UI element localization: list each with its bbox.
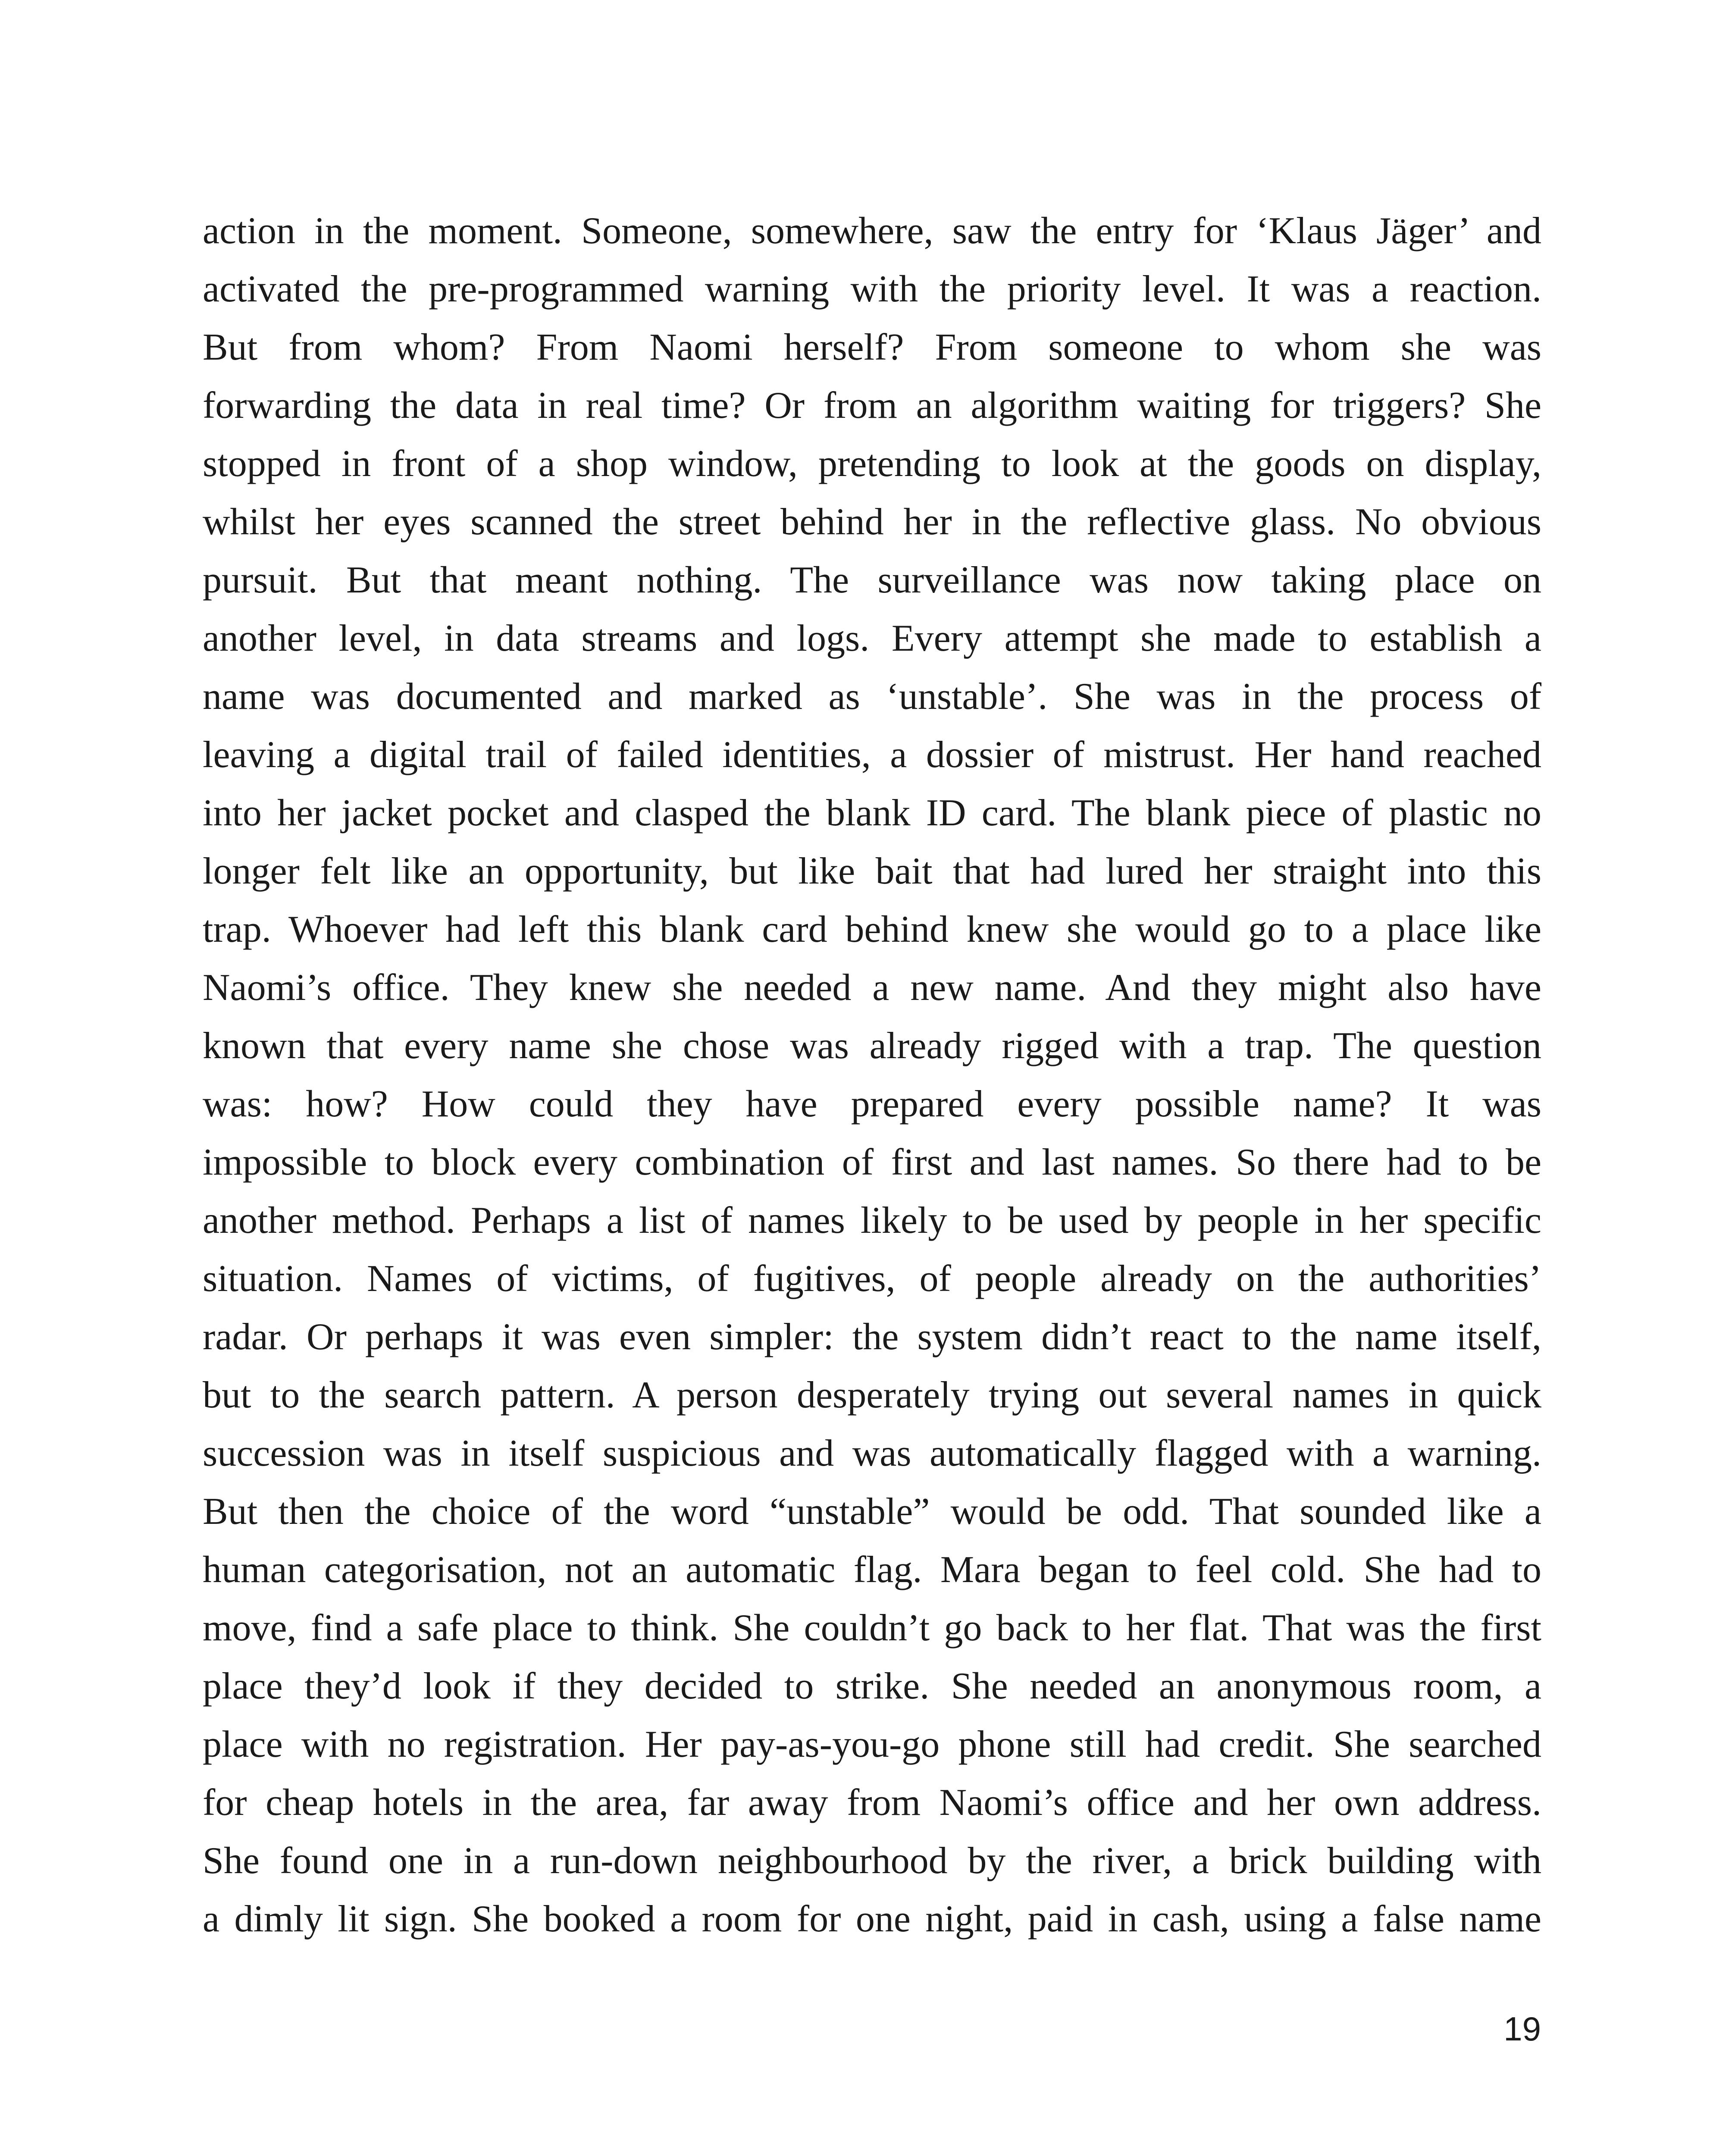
text-line-8: another level, in data streams and logs. Every attempt she made to establish a [203,617,1541,659]
text-line-6: whilst her eyes scanned the street behind her in the reflective glass. No obvious [203,501,1541,543]
text-line-5: stopped in front of a shop window, pretending to look at the goods on display, [203,443,1541,485]
text-line-29: She found one in a run-down neighbourhood by the river, a brick building with [203,1840,1541,1882]
text-line-26: place they’d look if they decided to strike. She needed an anonymous room, a [203,1665,1541,1707]
page-number: 19 [1503,2010,1541,2048]
text-line-21: but to the search pattern. A person desperately trying out several names in quick [203,1374,1541,1416]
text-line-25: move, find a safe place to think. She couldn’t go back to her flat. That was the first [203,1607,1541,1649]
text-line-10: leaving a digital trail of failed identities, a dossier of mistrust. Her hand reached [203,734,1541,776]
text-line-11: into her jacket pocket and clasped the blank ID card. The blank piece of plastic no [203,792,1541,834]
text-line-13: trap. Whoever had left this blank card behind knew she would go to a place like [203,909,1541,950]
text-line-2: activated the pre-programmed warning with the priority level. It was a reaction. [203,268,1541,310]
text-line-19: situation. Names of victims, of fugitives, of people already on the authorities’ [203,1258,1541,1300]
text-line-17: impossible to block every combination of first and last names. So there had to be [203,1141,1541,1183]
text-line-14: Naomi’s office. They knew she needed a new name. And they might also have [203,967,1541,1009]
text-line-24: human categorisation, not an automatic flag. Mara began to feel cold. She had to [203,1549,1541,1591]
text-line-30: a dimly lit sign. She booked a room for one night, paid in cash, using a false name [203,1898,1541,1940]
body-text [203,202,1541,1948]
text-line-1: action in the moment. Someone, somewhere, saw the entry for ‘Klaus Jäger’ and [203,210,1541,252]
text-line-23: But then the choice of the word “unstable” would be odd. That sounded like a [203,1491,1541,1532]
text-line-18: another method. Perhaps a list of names likely to be used by people in her specific [203,1200,1541,1241]
text-line-12: longer felt like an opportunity, but like bait that had lured her straight into this [203,850,1541,892]
text-line-7: pursuit. But that meant nothing. The surveillance was now taking place on [203,559,1541,601]
text-line-16: was: how? How could they have prepared every possible name? It was [203,1083,1541,1125]
text-line-27: place with no registration. Her pay-as-you-go phone still had credit. She searched [203,1724,1541,1765]
text-line-4: forwarding the data in real time? Or from an algorithm waiting for triggers? She [203,385,1541,426]
text-line-15: known that every name she chose was already rigged with a trap. The question [203,1025,1541,1067]
text-line-9: name was documented and marked as ‘unstable’. She was in the process of [203,676,1541,718]
text-line-3: But from whom? From Naomi herself? From someone to whom she was [203,326,1541,368]
text-line-28: for cheap hotels in the area, far away from Naomi’s office and her own address. [203,1782,1541,1824]
text-line-22: succession was in itself suspicious and was automatically flagged with a warning. [203,1432,1541,1474]
text-line-20: radar. Or perhaps it was even simpler: the system didn’t react to the name itself, [203,1316,1541,1358]
